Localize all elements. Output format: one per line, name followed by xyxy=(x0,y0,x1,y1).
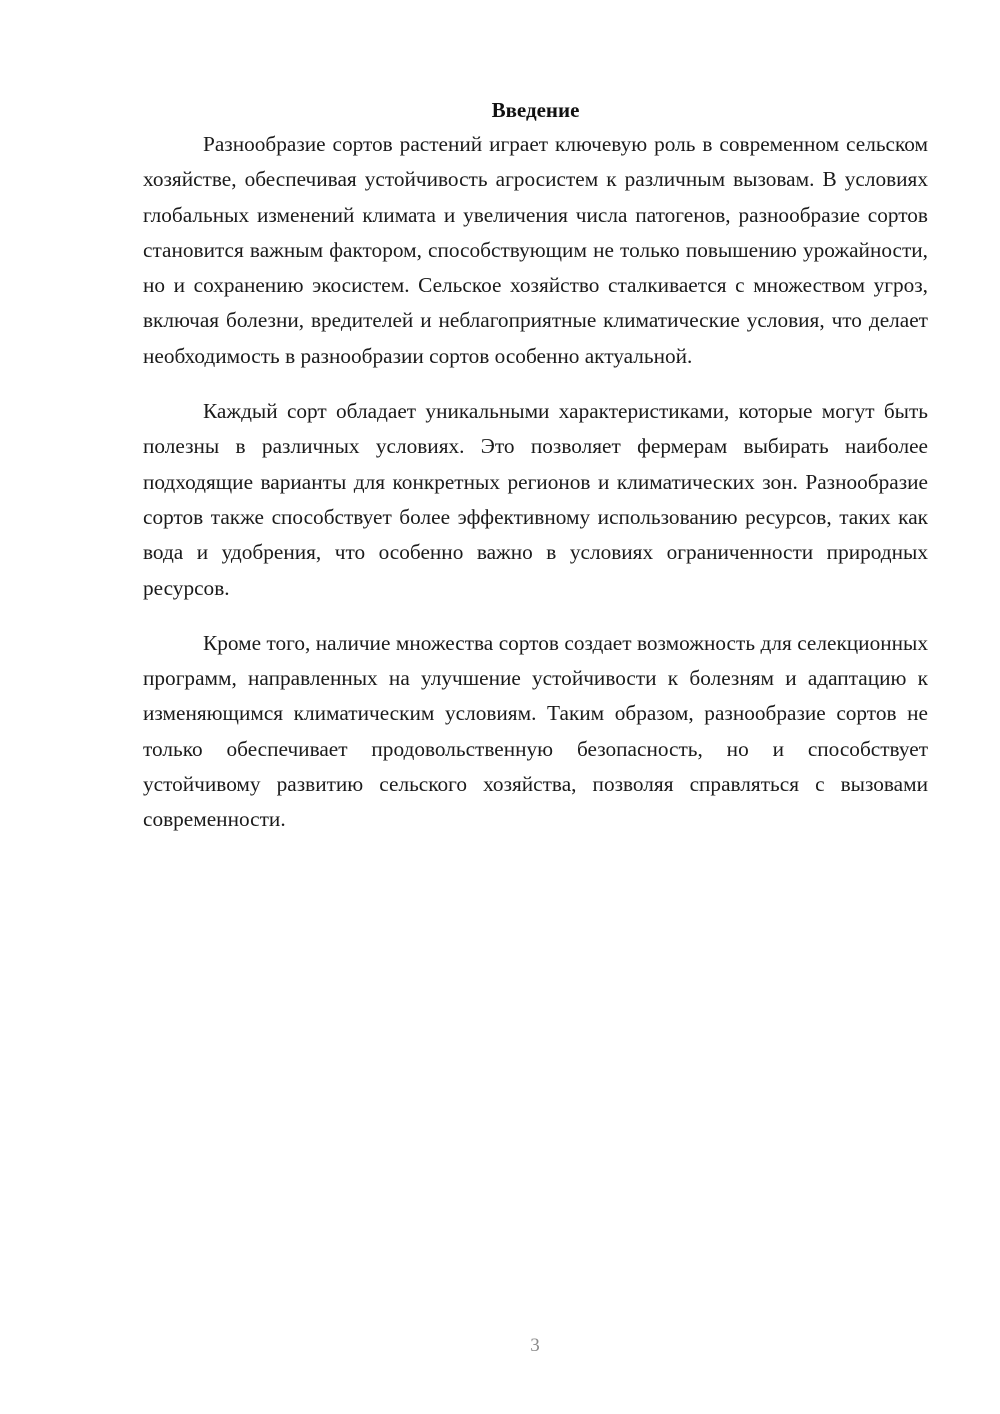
page-number: 3 xyxy=(530,1335,540,1356)
section-heading: Введение xyxy=(491,98,580,122)
paragraph-2: Каждый сорт обладает уникальными характеристиками, которые могут быть полезны в различных условиях. Это позволяет фермерам выбирать наиболее подходящие варианты для конкретных регионов и климатических зон. Разнообразие сортов также способствует более эффективному использованию ресурсов, таких как вода и удобрения, что особенно важно в условиях ограниченности природных ресурсов. xyxy=(143,399,928,600)
paragraph-1: Разнообразие сортов растений играет ключевую роль в современном сельском хозяйстве, обеспечивая устойчивость агросистем к различным вызовам. В условиях глобальных изменений климата и увеличения числа патогенов, разнообразие сортов становится важным фактором, способствующим не только повышению урожайности, но и сохранению экосистем. Сельское хозяйство сталкивается с множеством угроз, включая болезни, вредителей и неблагоприятные климатические условия, что делает необходимость в разнообразии сортов особенно актуальной. xyxy=(143,132,928,368)
paragraph-3: Кроме того, наличие множества сортов создает возможность для селекционных программ, направленных на улучшение устойчивости к болезням и адаптацию к изменяющимся климатическим условиям. Таким образом, разнообразие сортов не только обеспечивает продовольственную безопасность, но и способствует устойчивому развитию сельского хозяйства, позволяя справляться с вызовами современности. xyxy=(143,630,928,832)
page-content xyxy=(143,95,928,838)
